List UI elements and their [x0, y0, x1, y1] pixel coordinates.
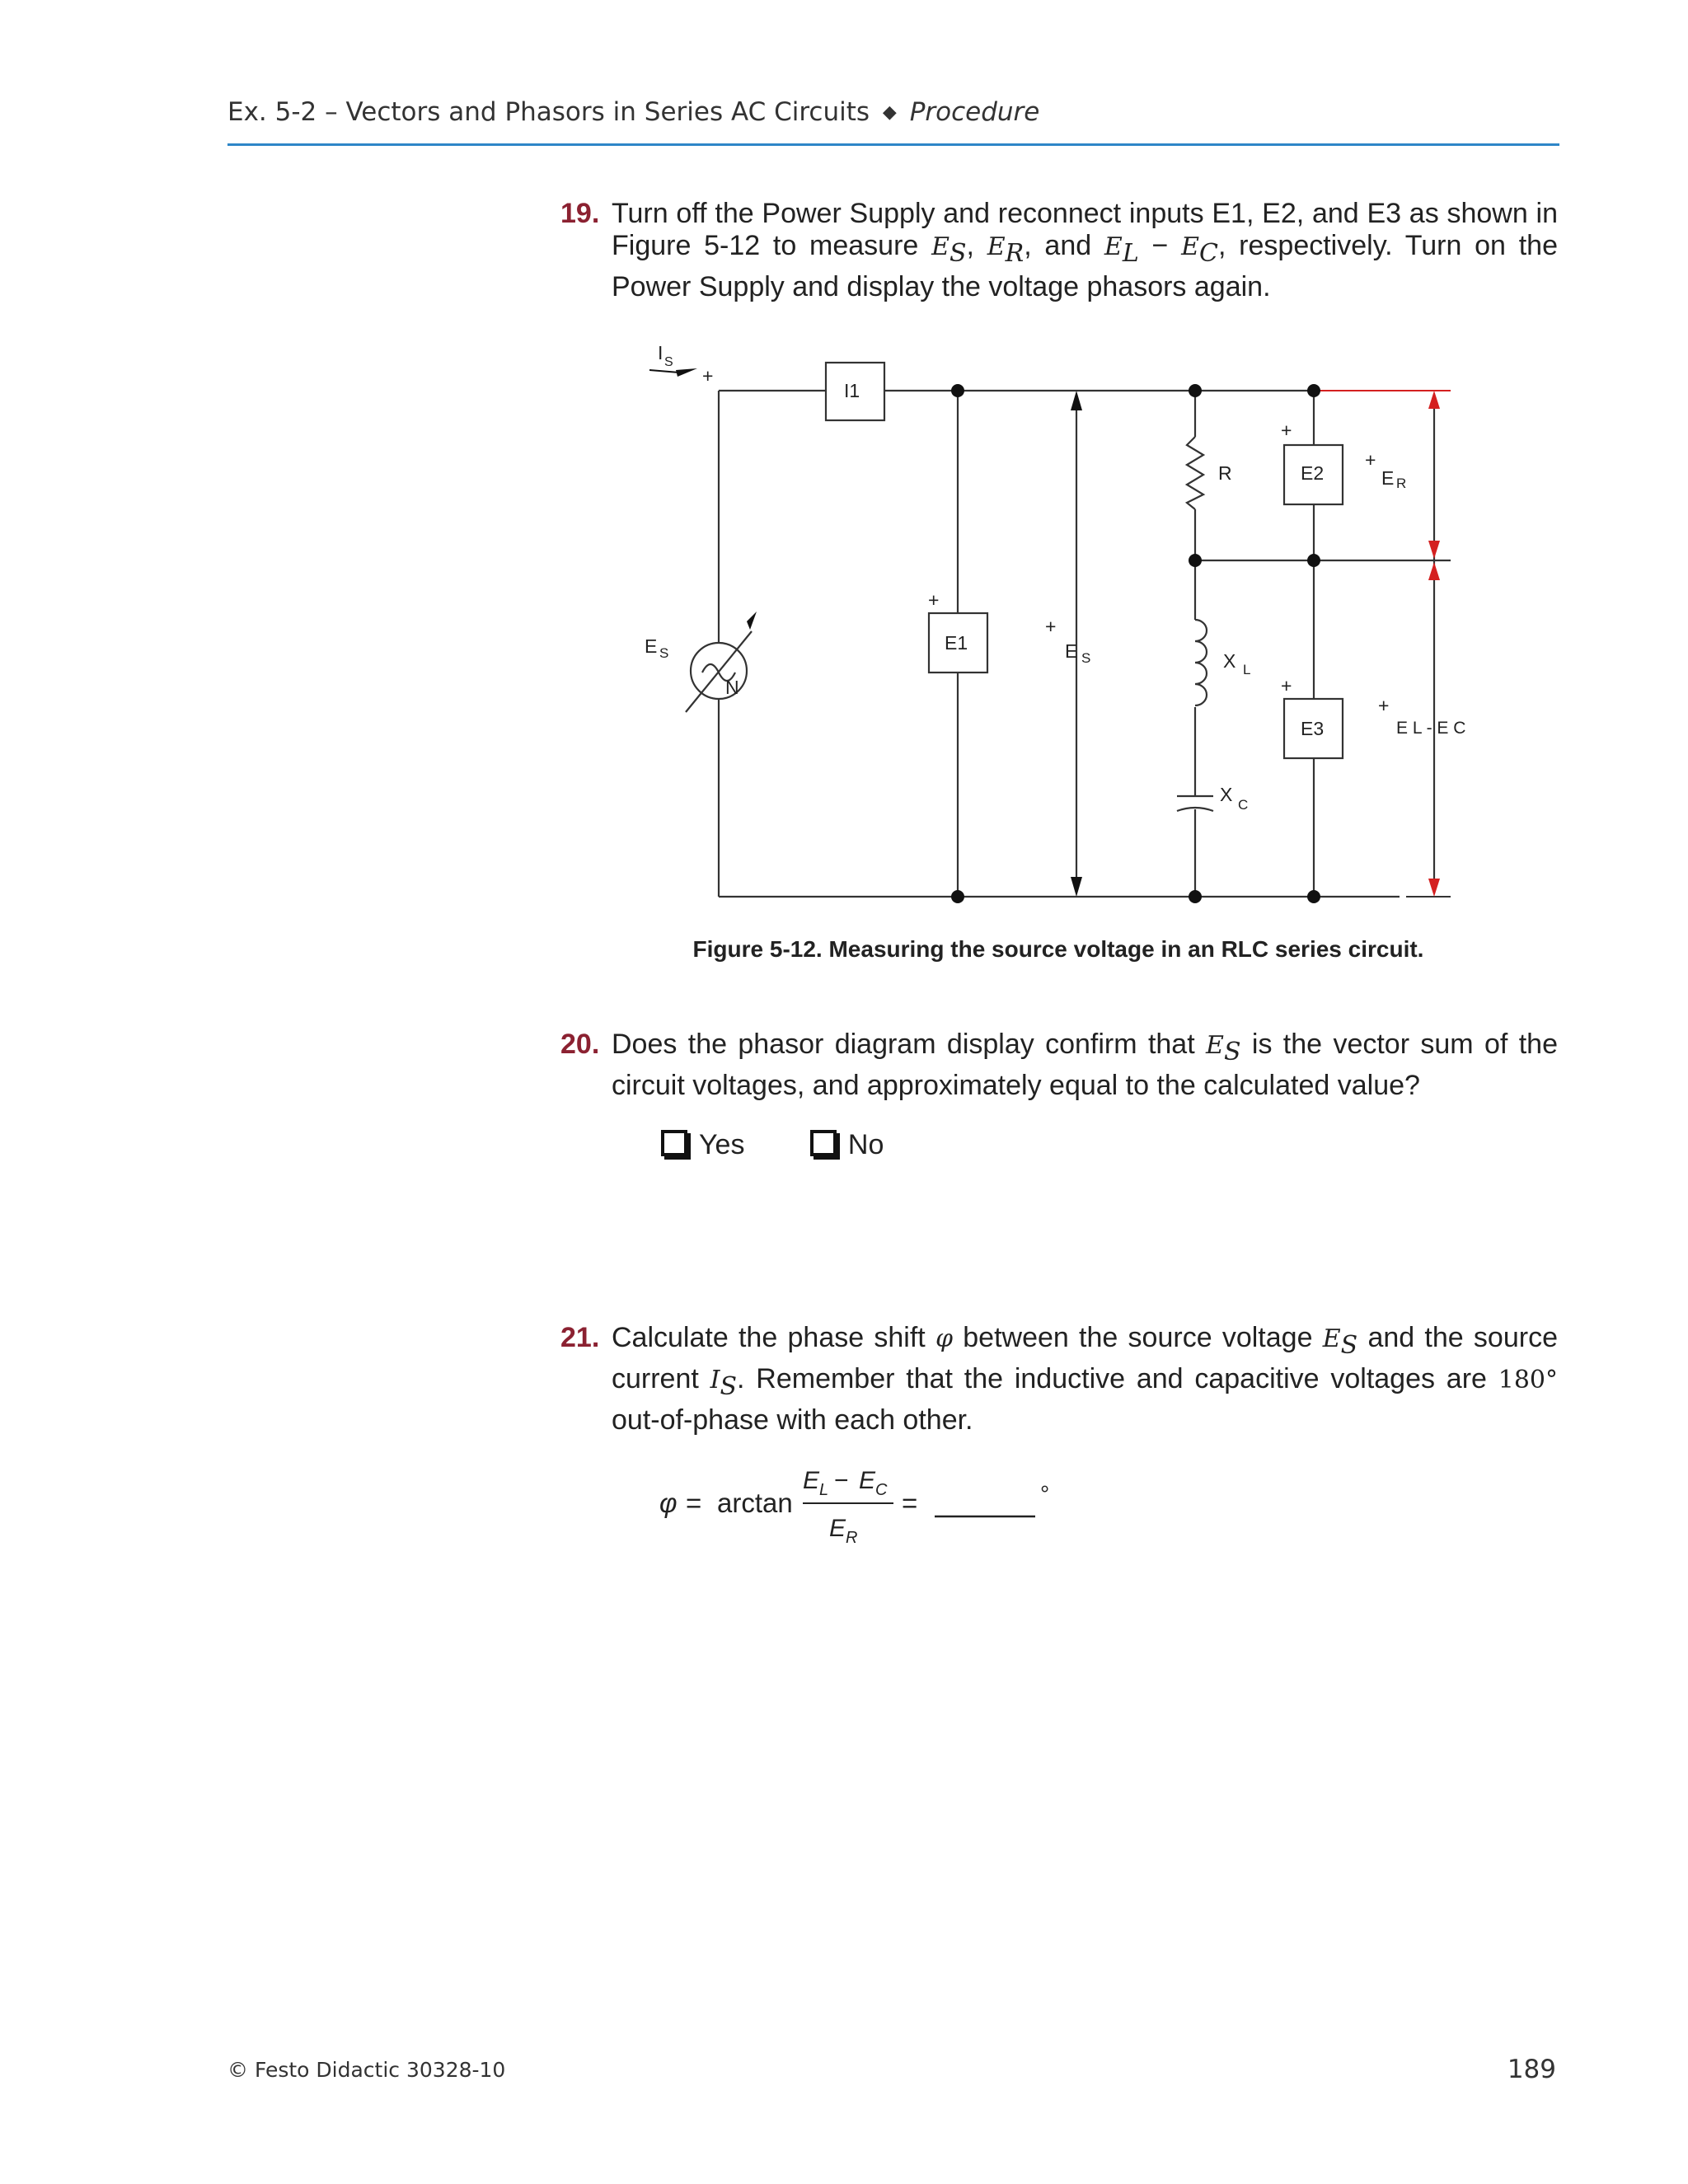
step-21 [560, 1322, 1558, 1436]
step-text: Does the phasor diagram display confirm that $E_S$ is the vector sum of the circuit voltages, and approximately equal to the calculated value? [612, 1029, 1558, 1101]
figure-caption: Figure 5-12. Measuring the source voltage in an RLC series circuit. [692, 936, 1424, 962]
er-sub: R [1396, 476, 1407, 491]
step-number: 20. [560, 1029, 600, 1060]
xc-label: X [1220, 784, 1233, 805]
no-label: No [847, 1129, 884, 1160]
formula-degree: ° [1040, 1481, 1050, 1507]
formula-phi: φ [659, 1488, 678, 1518]
formula-arctan: arctan [717, 1488, 793, 1518]
e2-label: E2 [1301, 462, 1325, 484]
source-sub: S [659, 645, 669, 661]
yes-no-choices [661, 1129, 941, 1161]
checkbox-icon[interactable] [810, 1130, 837, 1156]
e3-plus: + [1281, 675, 1292, 696]
step-20 [560, 1029, 1558, 1102]
e1-label: E1 [945, 632, 968, 654]
i1-label: I1 [844, 380, 860, 401]
formula-ec: E [859, 1467, 876, 1494]
neutral-label: N [725, 677, 739, 698]
source-label: E [645, 635, 658, 657]
diamond-separator-icon: ◆ [882, 102, 897, 123]
e2-plus: + [1281, 419, 1292, 441]
is-sub-label: S [664, 355, 673, 369]
elec-plus: + [1378, 695, 1390, 716]
yes-option[interactable] [661, 1129, 744, 1161]
footer-copyright: © Festo Didactic 30328-10 [227, 2058, 506, 2082]
header-title: Ex. 5-2 – Vectors and Phasors in Series AC Circuits [227, 97, 870, 127]
page-number: 189 [1507, 2055, 1556, 2084]
formula-er-sub: R [846, 1529, 858, 1547]
es-label: E [1065, 640, 1078, 662]
xl-sub: L [1243, 662, 1251, 677]
step-number: 21. [560, 1322, 600, 1353]
formula-er: E [829, 1515, 846, 1542]
checkbox-icon[interactable] [661, 1130, 687, 1156]
formula-minus: − [834, 1467, 849, 1494]
i1-plus: + [702, 365, 714, 387]
phase-shift-formula [659, 1457, 1088, 1556]
formula-el: E [803, 1467, 820, 1494]
er-plus: + [1365, 449, 1376, 471]
step-number: 19. [560, 198, 600, 229]
is-label: I [658, 342, 663, 363]
no-option[interactable] [810, 1129, 884, 1161]
header-section: Procedure [909, 97, 1040, 127]
er-label: E [1381, 467, 1395, 489]
formula-el-sub: L [819, 1481, 829, 1499]
running-header [227, 97, 1559, 146]
formula-equals-2: = [902, 1488, 918, 1518]
es-plus: + [1045, 616, 1057, 637]
yes-label: Yes [699, 1129, 745, 1160]
circuit-diagram [626, 331, 1475, 908]
formula-equals: = [686, 1488, 702, 1518]
formula-ec-sub: C [875, 1481, 888, 1499]
e3-label: E3 [1301, 718, 1325, 739]
e1-plus: + [928, 589, 940, 611]
step-text: Turn off the Power Supply and reconnect inputs E1, E2, and E3 as shown in Figure 5-12 to measure $E_S$, $E_R$, and $E_L - E_C$, respectively. Turn on the Power Supply and display the voltage phasors again. [612, 198, 1558, 302]
step-19 [560, 198, 1558, 303]
xl-label: X [1223, 650, 1236, 672]
xc-sub: C [1238, 797, 1249, 813]
step-text: Calculate the phase shift φ between the source voltage $E_S$ and the source current $I_S$. Remember that the inductive and capacitive voltages are 180° out-of-phase with each other. [612, 1322, 1559, 1436]
es-sub: S [1081, 650, 1091, 666]
elec-label: E L - E C [1396, 719, 1466, 738]
r-label: R [1218, 462, 1232, 484]
